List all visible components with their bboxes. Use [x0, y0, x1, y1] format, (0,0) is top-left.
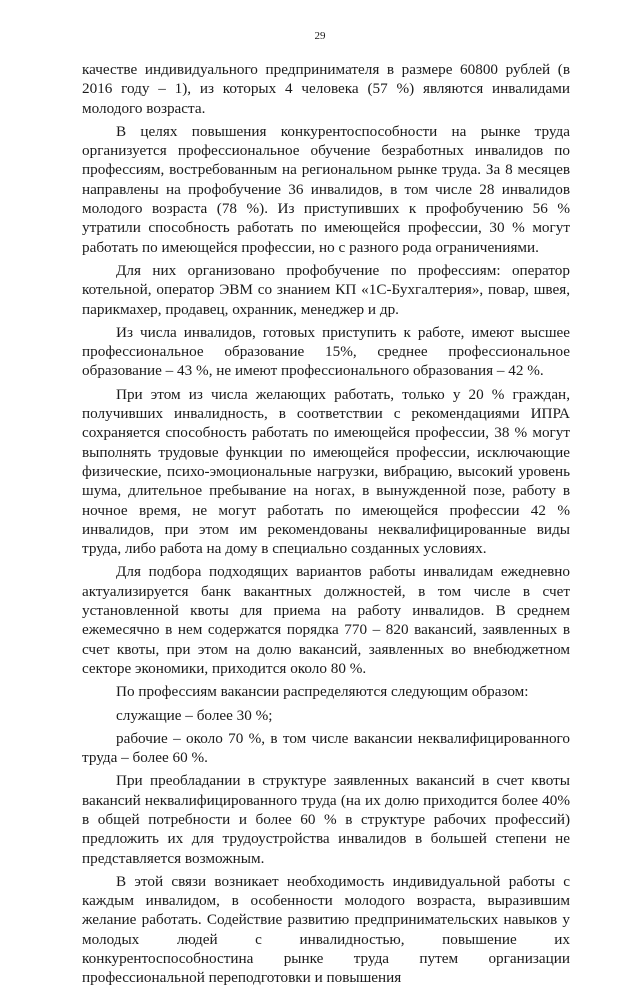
paragraph-5: При этом из числа желающих работать, только у 20 % граждан, получивших инвалидность, в соответствии с рекомендациями ИПРА сохраняется способность работать по имеющейся профессии, 38 % могут выполнять трудовые функции по имеющейся профессии, исключающие физические, психо-эмоциональные нагрузки, вибрацию, высокий уровень шума, длительное пребывание на ногах, в вынужденной позе, работу в ночное время, не могут работать по имеющейся профессии 42 % инвалидов, при этом им рекомендованы неквалифицированные виды труда, либо работа на дому в специально созданных условиях.: [82, 385, 570, 558]
paragraph-8: служащие – более 30 %;: [116, 706, 273, 724]
paragraph-9: рабочие – около 70 %, в том числе вакансии неквалифицированного труда – более 60 %.: [82, 729, 570, 767]
paragraph-4: Из числа инвалидов, готовых приступить к работе, имеют высшее профессиональное образование 15%, среднее профессиональное образование – 43 %, не имеют профессионального образования – 42 %.: [82, 323, 570, 380]
paragraph-6: Для подбора подходящих вариантов работы инвалидам ежедневно актуализируется банк вакантных должностей, в том числе в счет установленной квоты для приема на работу инвалидов. В среднем ежемесячно в нем содержатся порядка 770 – 820 вакансий, заявленных в счет квоты, при этом на долю вакансий, заявленных во внебюджетном секторе экономики, приходится около 80 %.: [82, 563, 570, 677]
document-body: [82, 60, 570, 992]
paragraph-10: При преобладании в структуре заявленных вакансий в счет квоты вакансий неквалифицированного труда (на их долю приходится более 40% в общей потребности и более 60 % в структуре рабочих профессий) предложить их для трудоустройства инвалидов в большей степени не представляется возможным.: [82, 772, 570, 867]
page-number: 29: [314, 30, 326, 42]
paragraph-3: Для них организовано профобучение по профессиям: оператор котельной, оператор ЭВМ со знанием КП «1С-Бухгалтерия», повар, швея, парикмахер, продавец, охранник, менеджер и др.: [82, 261, 570, 318]
paragraph-2: В целях повышения конкурентоспособности на рынке труда организуется профессиональное обучение безработных инвалидов по профессиям, востребованным на региональном рынке труда. За 8 месяцев направлены на профобучение 36 инвалидов, в том числе 28 инвалидов молодого возраста (78 %). Из приступивших к профобучению 56 % утратили способность работать по имеющейся профессии, 30 % могут работать по имеющейся профессии, но с разного рода ограничениями.: [82, 122, 570, 256]
paragraph-7: По профессиям вакансии распределяются следующим образом:: [116, 683, 529, 701]
paragraph-11: В этой связи возникает необходимость индивидуальной работы с каждым инвалидом, в особенности молодого возраста, выразившим желание работать. Содействие развитию предпринимательских навыков у молодых людей с инвалидностью, повышение их конкурентоспособностина рынке труда путем организации профессиональной переподготовки и повышения: [82, 872, 570, 987]
paragraph-1: качестве индивидуального предпринимателя в размере 60800 рублей (в 2016 году – 1), из которых 4 человека (57 %) являются инвалидами молодого возраста.: [82, 61, 570, 117]
